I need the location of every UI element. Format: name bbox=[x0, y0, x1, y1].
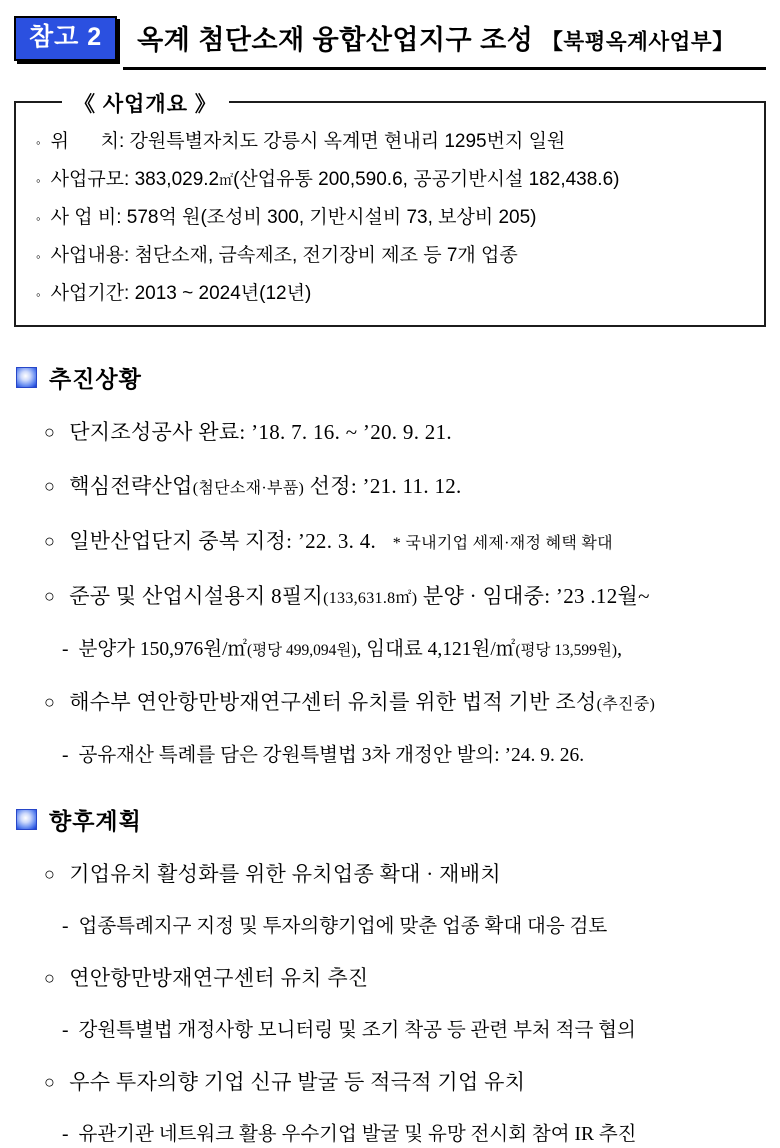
item-text: 업종특례지구 지정 및 투자의향기업에 맞춘 업종 확대 대응 검토 bbox=[78, 916, 608, 937]
item-content bbox=[69, 688, 655, 719]
list-item bbox=[44, 472, 766, 503]
section-future-plan bbox=[14, 803, 766, 1148]
overview-item-content bbox=[51, 123, 566, 160]
item-text: 기업유치 활성화를 위한 유치업종 확대 · 재배치 bbox=[69, 862, 501, 886]
item-content bbox=[69, 582, 650, 613]
bullet-icon: ◦ bbox=[36, 211, 41, 226]
item-text: 사 업 비: 578억 원(조성비 300, 기반시설비 73, 보상비 205) bbox=[50, 207, 537, 228]
sub-list-item bbox=[62, 913, 766, 940]
item-text: 분양가 150,976원/㎡ bbox=[78, 639, 248, 660]
circle-bullet-icon: ○ bbox=[44, 422, 56, 442]
list-item bbox=[44, 418, 766, 448]
circle-bullet-icon: ○ bbox=[44, 586, 56, 606]
item-content bbox=[69, 860, 501, 889]
item-content bbox=[79, 1121, 637, 1148]
item-text: 해수부 연안항만방재연구센터 유치를 위한 법적 기반 조성 bbox=[69, 690, 597, 714]
overview-item-content bbox=[51, 161, 620, 199]
list-item bbox=[44, 527, 766, 558]
item-text: 우수 투자의향 기업 신규 발굴 등 적극적 기업 유치 bbox=[69, 1070, 526, 1094]
bullet-icon: ◦ bbox=[36, 287, 41, 302]
bullet-icon: ◦ bbox=[36, 135, 41, 150]
reference-badge: 참고 2 bbox=[14, 16, 117, 61]
item-content bbox=[69, 1068, 525, 1097]
overview-item-list bbox=[36, 123, 750, 313]
item-text: (산업유통 200,590.6, 공공기반시설 182,438.6) bbox=[233, 169, 620, 190]
blue-square-icon bbox=[16, 367, 37, 388]
blue-square-icon bbox=[16, 809, 37, 830]
dash-bullet-icon: - bbox=[62, 745, 69, 766]
item-content bbox=[69, 418, 452, 447]
project-overview-box bbox=[14, 93, 766, 327]
item-content bbox=[79, 742, 585, 769]
circle-bullet-icon: ○ bbox=[44, 968, 56, 988]
overview-item-content bbox=[51, 199, 537, 236]
item-text: 유관기관 네트워크 활용 우수기업 발굴 및 유망 전시회 참여 IR 추진 bbox=[78, 1124, 637, 1145]
item-text: 단지조성공사 완료: ’18. 7. 16. ~ ’20. 9. 21. bbox=[69, 420, 452, 444]
bullet-icon: ◦ bbox=[36, 249, 41, 264]
overview-item bbox=[36, 123, 750, 161]
item-text: 사업내용: 첨단소재, 금속제조, 전기장비 제조 등 7개 업종 bbox=[50, 245, 518, 266]
list-item bbox=[44, 1068, 766, 1098]
item-text-small: (평당 13,599원) bbox=[515, 642, 618, 659]
list-item bbox=[44, 688, 766, 719]
section-header bbox=[16, 803, 766, 836]
page-title-department: 【북평옥계사업부】 bbox=[541, 30, 735, 54]
item-text: 연안항만방재연구센터 유치 추진 bbox=[69, 966, 369, 990]
item-text-small: ㎡ bbox=[219, 172, 234, 188]
overview-item bbox=[36, 275, 750, 313]
section-title: 향후계획 bbox=[49, 808, 142, 834]
item-text: 사업규모: 383,029.2 bbox=[50, 169, 220, 190]
page-title-text: 옥계 첨단소재 융합산업지구 조성 bbox=[137, 25, 534, 55]
circle-bullet-icon: ○ bbox=[44, 864, 56, 884]
list-item bbox=[44, 964, 766, 994]
item-text: 선정: ’21. 11. 12. bbox=[304, 474, 462, 498]
sub-list-item bbox=[62, 742, 766, 769]
list-item bbox=[44, 860, 766, 890]
circle-bullet-icon: ○ bbox=[44, 1072, 56, 1092]
dash-bullet-icon: - bbox=[62, 1124, 69, 1145]
overview-item bbox=[36, 237, 750, 275]
dash-bullet-icon: - bbox=[62, 916, 69, 937]
section-progress bbox=[14, 361, 766, 769]
overview-item bbox=[36, 161, 750, 199]
item-text-small: (평당 499,094원) bbox=[247, 642, 357, 659]
circle-bullet-icon: ○ bbox=[44, 531, 56, 551]
item-text-small: (첨단소재·부품) bbox=[192, 480, 305, 497]
item-text-small: (추진중) bbox=[596, 696, 656, 713]
item-content bbox=[69, 472, 461, 503]
sections-container bbox=[14, 361, 766, 1148]
circle-bullet-icon: ○ bbox=[44, 692, 56, 712]
item-text: , 임대료 4,121원/㎡ bbox=[356, 639, 516, 660]
item-text: 준공 및 산업시설용지 8필지 bbox=[69, 584, 324, 608]
sub-list-item bbox=[62, 1121, 766, 1148]
bullet-icon: ◦ bbox=[36, 173, 41, 188]
item-text: 분양 · 임대중: ’23 .12월~ bbox=[417, 584, 650, 608]
section-header bbox=[16, 361, 766, 394]
circle-bullet-icon: ○ bbox=[44, 476, 56, 496]
section-title: 추진상황 bbox=[49, 366, 142, 392]
item-content bbox=[79, 913, 608, 940]
overview-item bbox=[36, 199, 750, 237]
item-text: 강원특별법 개정사항 모니터링 및 조기 착공 등 관련 부처 적극 협의 bbox=[78, 1020, 636, 1041]
item-text: 공유재산 특례를 담은 강원특별법 3차 개정안 발의: ’24. 9. 26. bbox=[78, 745, 585, 766]
overview-item-content bbox=[51, 237, 518, 274]
item-text: 핵심전략산업 bbox=[69, 474, 193, 498]
document-header bbox=[14, 16, 766, 70]
sub-list-item bbox=[62, 636, 766, 664]
item-text-small: * 국내기업 세제·재정 혜택 확대 bbox=[392, 535, 613, 552]
list-item bbox=[44, 582, 766, 613]
item-text: 위 치: 강원특별자치도 강릉시 옥계면 현내리 1295번지 일원 bbox=[50, 131, 566, 152]
dash-bullet-icon: - bbox=[62, 639, 69, 660]
page-title bbox=[137, 18, 766, 57]
item-content bbox=[79, 636, 622, 664]
item-content bbox=[69, 964, 368, 993]
item-content bbox=[69, 527, 613, 558]
sub-list-item bbox=[62, 1017, 766, 1044]
overview-box-title: 《 사업개요 》 bbox=[62, 88, 229, 118]
overview-item-content bbox=[51, 275, 312, 312]
item-text: 일반산업단지 중복 지정: ’22. 3. 4. bbox=[69, 529, 393, 553]
dash-bullet-icon: - bbox=[62, 1020, 69, 1041]
item-text-small: (133,631.8㎡) bbox=[323, 590, 418, 607]
item-text: 사업기간: 2013 ~ 2024년(12년) bbox=[50, 283, 312, 304]
title-underline bbox=[123, 16, 766, 70]
item-content bbox=[79, 1017, 636, 1044]
item-text: , bbox=[617, 639, 622, 660]
